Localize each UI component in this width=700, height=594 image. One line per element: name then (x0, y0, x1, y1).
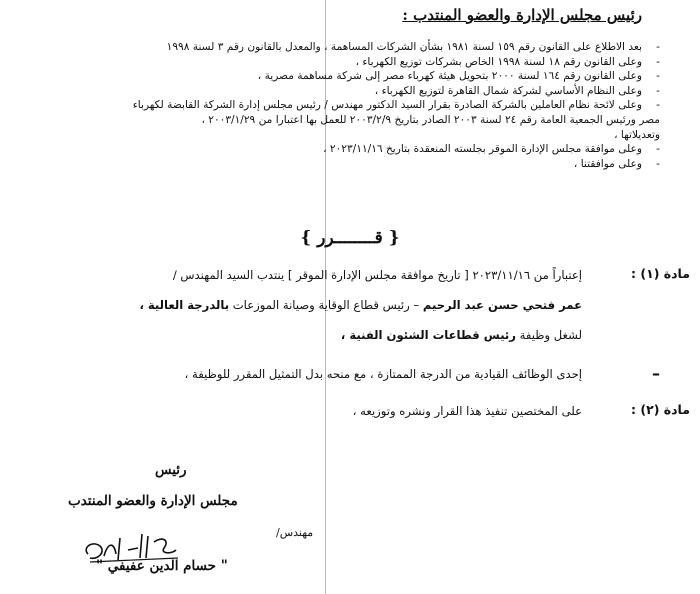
article-1-line-2 (139, 298, 582, 312)
preamble-item: - وعلى لائحة نظام العاملين بالشركة الصادرة بقرار السيد الدكتور مهندس / رئيس مجلس إدارة الشركة القابضة لكهرباء (30, 98, 660, 113)
signatory-name: " حسام الدين عفيفي " (96, 558, 228, 574)
signatory-prefix: مهندس/ (276, 526, 314, 539)
preamble-item-continuation: وتعديلاتها ، (614, 128, 660, 141)
preamble-item: - وعلى القانون رقم ١٨ لسنة ١٩٩٨ الخاص بشركات توزيع الكهرباء ، (30, 55, 660, 70)
preamble-item: - وعلى النظام الأساسي لشركة شمال القاهرة لتوزيع الكهرباء ، (30, 84, 660, 99)
preamble-item-continuation: مصر ورئيس الجمعية العامة رقم ٢٤ لسنة ٢٠٠٣ الصادر بتاريخ ٢٠٠٣/٢/٩ للعمل بها اعتبارا من ٢٠٠٣/١/٢٩ ، (201, 113, 660, 126)
preamble-item: - وعلى القانون رقم ١٦٤ لسنة ٢٠٠٠ بتحويل هيئة كهرباء مصر إلى شركة مساهمة مصرية ، (30, 69, 660, 84)
signatory-office: مجلس الإدارة والعضو المنتدب (68, 493, 238, 509)
list-dash: – (652, 364, 660, 383)
article-1-line-4: إحدى الوظائف القيادية من الدرجة الممتازة ، مع منحه بدل التمثيل المقرر للوظيفة ، (184, 367, 582, 381)
decision-title: { قــــــــرر } (300, 228, 400, 248)
preamble-list (30, 40, 660, 171)
article-1-line-3 (341, 328, 582, 342)
preamble-item: - بعد الاطلاع على القانون رقم ١٥٩ لسنة ١٩٨١ بشأن الشركات المساهمة ، والمعدل بالقانون رقم ٣ لسنة ١٩٩٨ (30, 40, 660, 55)
handwritten-signature-date (80, 528, 190, 570)
article-2-label: مادة (٢) : (630, 402, 690, 417)
preamble-item: - وعلى موافقة مجلس الإدارة الموقر بجلسته المنعقدة بتاريخ ٢٠٢٣/١١/١٦ ، (30, 142, 660, 157)
signatory-title: رئيس (155, 462, 187, 478)
employee-name: عمر فتحي حسن عبد الرحيم (422, 298, 582, 312)
preamble-item: - وعلى موافقتنا ، (30, 157, 660, 172)
article-2-text: على المختصين تنفيذ هذا القرار ونشره وتوزيعه ، (352, 404, 582, 418)
appointment-prefix: لشغل وظيفة (519, 328, 582, 342)
grade-text: بالدرجة العالية ، (139, 298, 230, 312)
decree-heading: رئيس مجلس الإدارة والعضو المنتدب : (402, 6, 642, 24)
new-position: رئيس قطاعات الشئون الفنية ، (340, 328, 516, 342)
article-1-label: مادة (١) : (630, 266, 690, 281)
article-1-line-1: إعتباراً من ٢٠٢٣/١١/١٦ [ تاريخ موافقة مجلس الإدارة الموقر ] ينتدب السيد المهندس / (172, 268, 582, 282)
current-post: – رئيس قطاع الوقاية وصيانة الموزعات (232, 298, 420, 312)
